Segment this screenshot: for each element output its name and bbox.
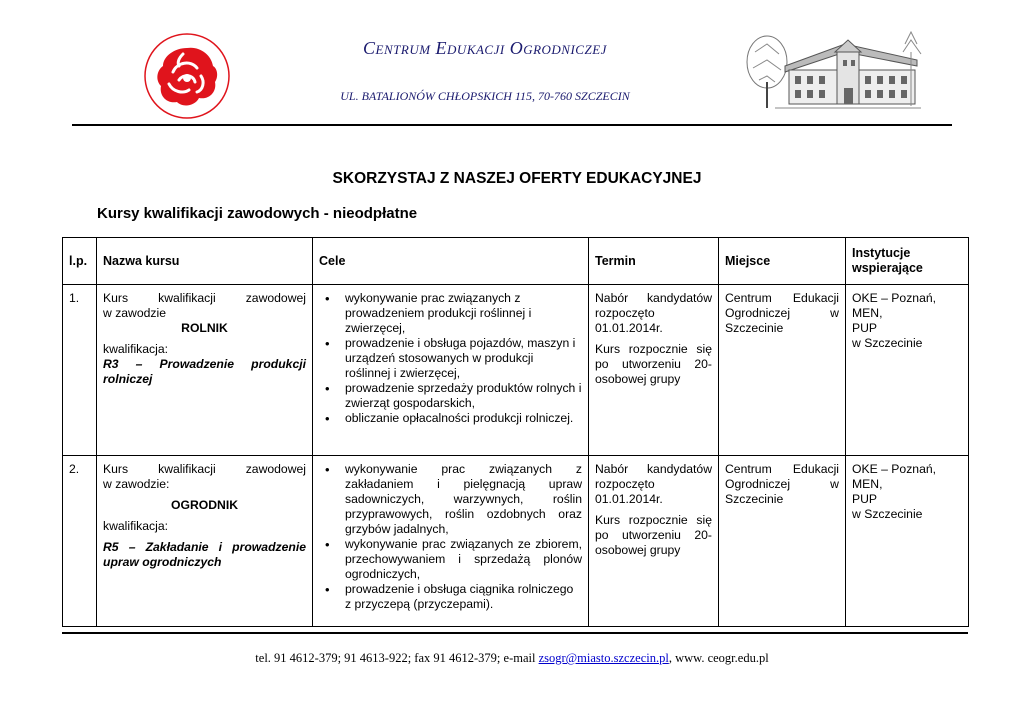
goal-item: • prowadzenie sprzedaży produktów rolnych i zwierząt gospodarskich, (339, 381, 582, 411)
course-line: w zawodzie: (103, 477, 170, 491)
header-course-name: Nazwa kursu (97, 238, 313, 285)
header-goals: Cele (313, 238, 589, 285)
table-row (63, 285, 969, 456)
institution: MEN, (852, 477, 883, 491)
courses-table (62, 237, 969, 627)
goals-cell (313, 456, 589, 627)
institutions-cell (846, 456, 969, 627)
rose-logo-icon (143, 32, 231, 120)
qualification-label: kwalifikacja: (103, 519, 169, 533)
occupation-name: ROLNIK (181, 321, 228, 335)
section-subtitle: Kursy kwalifikacji zawodowych - nieodpłatne (97, 205, 418, 222)
goal-item: • wykonywanie prac związanych z prowadzeniem produkcji roślinnej i zwierzęcej, (339, 291, 582, 336)
recruitment-info: Nabór kandydatów rozpoczęto 01.01.2014r. (595, 462, 712, 506)
email-link[interactable]: zsogr@miasto.szczecin.pl (538, 651, 669, 665)
footer-phones: tel. 91 4612-379; 91 4613-922; fax 91 4612-379; e-mail (255, 651, 539, 665)
center-name: Centrum Edukacji Ogrodniczej (363, 38, 607, 58)
institution: PUP (852, 492, 878, 506)
institution: OKE – Poznań, (852, 291, 937, 305)
qualification-name: upraw ogrodniczych (103, 555, 222, 569)
occupation-name: OGRODNIK (170, 498, 239, 512)
header-place: Miejsce (719, 238, 846, 285)
qualification-name: rolniczej (103, 372, 153, 386)
goal-item: • prowadzenie i obsługa ciągnika rolniczego z przyczepą (przyczepami). (339, 582, 582, 612)
course-name-cell (97, 285, 313, 456)
goal-item: • obliczanie opłacalności produkcji rolniczej. (339, 411, 582, 426)
institution: OKE – Poznań, (852, 462, 937, 476)
goal-item: • wykonywanie prac związanych ze zbiorem, przechowywaniem i sprzedażą plonów ogrodniczych, (339, 537, 582, 582)
table-row (63, 456, 969, 627)
footer-divider (62, 632, 968, 634)
table-header-row (63, 238, 969, 285)
qualification-label: kwalifikacja: (103, 342, 169, 356)
course-line: Kurs kwalifikacji zawodowej (103, 291, 306, 305)
offer-title: SKORZYSTAJ Z NASZEJ OFERTY EDUKACYJNEJ (332, 170, 702, 187)
school-building-icon (745, 22, 923, 114)
qualification-name: R3 – Prowadzenie produkcji (103, 357, 306, 371)
term-cell (589, 456, 719, 627)
goals-cell (313, 285, 589, 456)
place-cell: Centrum Edukacji Ogrodniczej w Szczecinie (719, 285, 846, 456)
course-line: Kurs kwalifikacji zawodowej (103, 462, 306, 476)
institution: w Szczecinie (852, 507, 923, 521)
footer-contact (0, 651, 1024, 666)
row-number: 2. (63, 456, 97, 627)
footer-website: , www. ceogr.edu.pl (668, 651, 769, 665)
institutions-cell (846, 285, 969, 456)
course-name-cell (97, 456, 313, 627)
course-line: w zawodzie (103, 306, 166, 320)
header-institutions: Instytucje wspierające (846, 238, 969, 285)
goal-item: • wykonywanie prac związanych z zakładaniem i pielęgnacją upraw sadowniczych, warzywnych, roślin przyprawowych, roślin ozdobnych oraz grzybów jadalnych, (339, 462, 582, 537)
place-cell: Centrum Edukacji Ogrodniczej w Szczecinie (719, 456, 846, 627)
header-term: Termin (589, 238, 719, 285)
header-divider (72, 124, 952, 126)
qualification-name: R5 – Zakładanie i prowadzenie (103, 540, 306, 554)
goal-item: • prowadzenie i obsługa pojazdów, maszyn i urządzeń stosowanych w produkcji roślinnej i zwierzęcej, (339, 336, 582, 381)
center-address: UL. BATALIONÓW CHŁOPSKICH 115, 70-760 SZCZECIN (340, 89, 630, 103)
term-cell (589, 285, 719, 456)
row-number: 1. (63, 285, 97, 456)
start-info: Kurs rozpocznie się po utworzeniu 20-osobowej grupy (595, 513, 712, 557)
institution: PUP (852, 321, 878, 335)
institution: w Szczecinie (852, 336, 923, 350)
header-lp: l.p. (63, 238, 97, 285)
institution: MEN, (852, 306, 883, 320)
recruitment-info: Nabór kandydatów rozpoczęto 01.01.2014r. (595, 291, 712, 335)
letterhead (0, 0, 1024, 130)
start-info: Kurs rozpocznie się po utworzeniu 20-osobowej grupy (595, 342, 712, 386)
